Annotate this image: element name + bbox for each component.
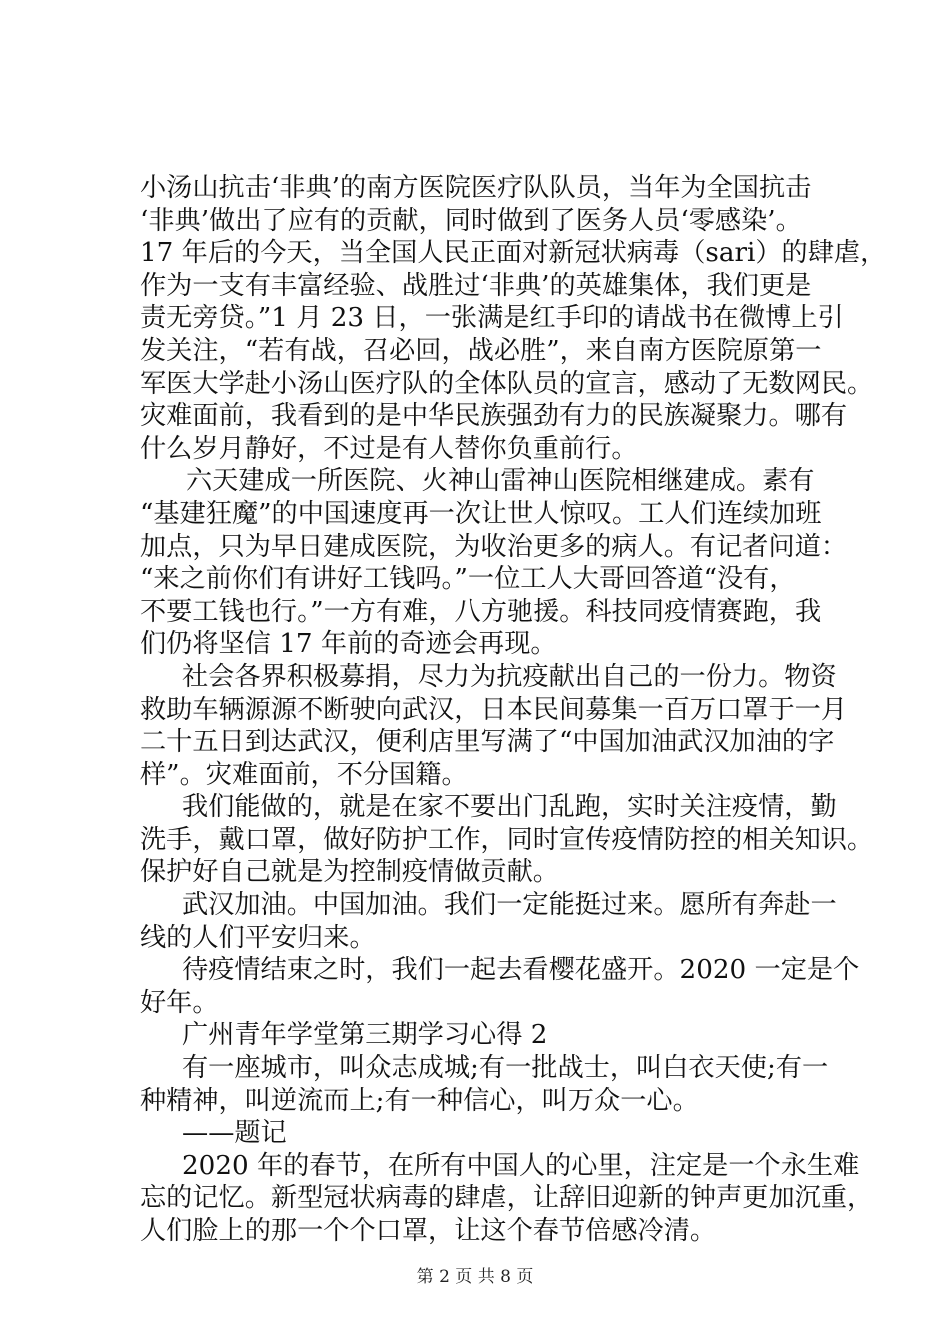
paragraph-2: [140, 465, 848, 661]
text-line: 武汉加油。中国加油。我们一定能挺过来。愿所有奔赴一: [182, 890, 837, 921]
paragraph-5: [140, 889, 837, 954]
text-line: 不要工钱也行。”一方有难，八方驰援。科技同疫情赛跑，我: [140, 596, 822, 627]
text-line: 发关注，“若有战，召必回，战必胜”，来自南方医院原第一: [140, 335, 822, 366]
text-line: 我们能做的，就是在家不要出门乱跑，实时关注疫情，勤: [182, 792, 837, 823]
text-line: 广州青年学堂第三期学习心得 2: [182, 1020, 548, 1051]
text-line: “基建狂魔”的中国速度再一次让世人惊叹。工人们连续加班: [140, 498, 822, 529]
text-line: ‘非典’做出了应有的贡献，同时做到了医务人员‘零感染’。: [140, 205, 802, 236]
text-line: 社会各界积极募捐，尽力为抗疫献出自己的一份力。物资: [182, 661, 837, 692]
section-heading: [140, 1019, 830, 1052]
text-line: 二十五日到达武汉，便利店里写满了“中国加油武汉加油的字: [140, 727, 835, 758]
text-line: 六天建成一所医院、火神山雷神山医院相继建成。素有: [186, 466, 815, 497]
text-line: 忘的记忆。新型冠状病毒的肆虐，让辞旧迎新的钟声更加沉重，: [140, 1183, 874, 1214]
text-line: 军医大学赴小汤山医疗队的全体队员的宣言，感动了无数网民。: [140, 368, 874, 399]
text-line: 2020 年的春节，在所有中国人的心里，注定是一个永生难: [182, 1150, 860, 1181]
paragraph-7: [140, 1150, 874, 1248]
text-line: 们仍将坚信 17 年前的奇迹会再现。: [140, 629, 557, 660]
paragraph-4: [140, 791, 874, 889]
text-line: ——题记: [182, 1118, 287, 1149]
page-footer: 第 2 页 共 8 页: [416, 1267, 534, 1287]
text-line: 人们脸上的那一个个口罩，让这个春节倍感冷清。: [140, 1216, 717, 1246]
text-line: 好年。: [140, 987, 219, 1018]
text-line: 样”。灾难面前，不分国籍。: [140, 759, 468, 790]
text-line: “来之前你们有讲好工钱吗。”一位工人大哥回答道“没有，: [140, 564, 796, 595]
text-line: 救助车辆源源不断驶向武汉，日本民间募集一百万口罩于一月: [140, 694, 848, 725]
paragraph-3: [140, 661, 848, 791]
text-line: 有一座城市，叫众志成城;有一批战士，叫白衣天使;有一: [182, 1053, 829, 1084]
text-line: 加点，只为早日建成医院，为收治更多的病人。有记者问道：: [140, 531, 848, 562]
text-line: 待疫情结束之时，我们一起去看樱花盛开。2020 一定是个: [182, 955, 860, 986]
document-body: [140, 172, 887, 1248]
text-line: 线的人们平安归来。: [140, 922, 376, 953]
text-line: 灾难面前，我看到的是中华民族强劲有力的民族凝聚力。哪有: [140, 401, 848, 432]
paragraph-1: [140, 172, 887, 465]
text-line: 17 年后的今天，当全国人民正面对新冠状病毒（sari）的肆虐，: [140, 238, 887, 269]
text-line: 作为一支有丰富经验、战胜过‘非典’的英雄集体，我们更是: [140, 270, 812, 301]
paragraph-6: [140, 954, 860, 1019]
epigraph: [140, 1052, 830, 1117]
epigraph-attribution: [140, 1117, 830, 1150]
text-line: 责无旁贷。”1 月 23 日，一张满是红手印的请战书在微博上引: [140, 303, 844, 334]
text-line: 什么岁月静好，不过是有人替你负重前行。: [140, 433, 638, 464]
text-line: 种精神，叫逆流而上;有一种信心，叫万众一心。: [140, 1085, 699, 1116]
text-line: 小汤山抗击‘非典’的南方医院医疗队队员，当年为全国抗击: [140, 173, 812, 203]
text-line: 保护好自己就是为控制疫情做贡献。: [140, 857, 559, 888]
text-line: 洗手，戴口罩，做好防护工作，同时宣传疫情防控的相关知识。: [140, 824, 874, 855]
